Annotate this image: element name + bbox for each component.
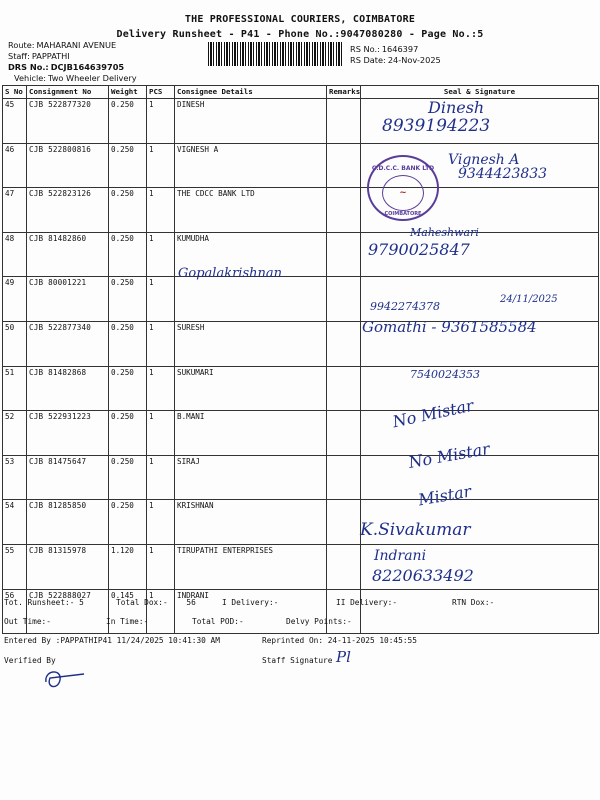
weight-cell: 0.145 — [109, 589, 147, 634]
table-row — [3, 455, 599, 500]
col-remarks: Remarks — [327, 86, 361, 99]
name-r56: Indrani — [374, 548, 427, 564]
table-row — [3, 544, 599, 589]
remarks-cell — [327, 589, 361, 634]
consignment-cell: CJB 81475647 — [27, 455, 109, 500]
reprinted-on: Reprinted On: 24-11-2025 10:45:55 — [262, 636, 417, 645]
delvy-points: Delvy Points:- — [286, 617, 352, 626]
consignment-cell: CJB 80001221 — [27, 277, 109, 322]
consignee-cell: B.MANI — [175, 411, 327, 456]
pcs-cell: 1 — [147, 277, 175, 322]
consignment-cell: CJB 522877320 — [27, 99, 109, 144]
staff-signature-mark: Pl — [336, 648, 351, 666]
consignee-cell: VIGNESH A — [175, 143, 327, 188]
seal-cell — [361, 455, 599, 500]
remarks-cell — [327, 500, 361, 545]
sno-cell: 48 — [3, 232, 27, 277]
consignee-cell: KUMUDHA — [175, 232, 327, 277]
runsheet-subtitle: Delivery Runsheet - P41 - Phone No.:9047080280 - Page No.:5 — [116, 29, 484, 40]
remarks-cell — [327, 366, 361, 411]
phone-r51: 7540024353 — [410, 368, 480, 381]
sno-cell: 49 — [3, 277, 27, 322]
in-time: In Time:- — [106, 617, 149, 626]
consignment-cell: CJB 81482868 — [27, 366, 109, 411]
company-title: THE PROFESSIONAL COURIERS, COIMBATORE — [184, 14, 416, 25]
ii-delivery: II Delivery:- — [336, 598, 398, 607]
sig-r46: Vignesh A — [448, 152, 520, 168]
remarks-cell — [327, 455, 361, 500]
weight-cell: 0.250 — [109, 143, 147, 188]
phone-r50: 9942274378 — [370, 300, 440, 313]
route-field: Route: MAHARANI AVENUE — [8, 40, 117, 50]
verifier-signature-mark — [40, 664, 90, 694]
remark-r54: Mistar — [416, 481, 473, 510]
total-dox: Total Dox:- 56 — [116, 598, 196, 607]
remarks-cell — [327, 232, 361, 277]
consignee-r49: Gopalakrishnan — [178, 266, 282, 281]
weight-cell: 0.250 — [109, 500, 147, 545]
pcs-cell: 1 — [147, 455, 175, 500]
weight-cell: 0.250 — [109, 99, 147, 144]
entered-by: Entered By :PAPPATHIP41 11/24/2025 10:41:30 AM — [4, 636, 220, 645]
rs-no-field: RS No.: 1646397 — [350, 44, 419, 54]
consignment-cell: CJB 522800816 — [27, 143, 109, 188]
table-row — [3, 232, 599, 277]
phone-r45: 8939194223 — [382, 116, 491, 136]
table-row — [3, 589, 599, 634]
pcs-cell: 1 — [147, 143, 175, 188]
date-r50: 24/11/2025 — [500, 294, 558, 305]
sno-cell: 46 — [3, 143, 27, 188]
consignee-cell: DINESH — [175, 99, 327, 144]
staff-field: Staff: PAPPATHI — [8, 51, 70, 61]
consignee-cell: SURESH — [175, 321, 327, 366]
consignment-cell: CJB 81315978 — [27, 544, 109, 589]
consignee-cell — [175, 277, 327, 322]
consignee-cell: SUKUMARI — [175, 366, 327, 411]
phone-r56: 8220633492 — [372, 566, 474, 585]
consignment-cell: CJB 522888027 — [27, 589, 109, 634]
consignee-cell: INDRANI — [175, 589, 327, 634]
rtn-dox: RTN Dox:- — [452, 598, 495, 607]
vehicle-field: Vehicle: Two Wheeler Delivery — [14, 73, 137, 83]
sig-r55: K.Sivakumar — [360, 520, 471, 540]
weight-cell: 0.250 — [109, 188, 147, 233]
consignment-cell: CJB 522931223 — [27, 411, 109, 456]
pcs-cell: 1 — [147, 411, 175, 456]
remarks-cell — [327, 321, 361, 366]
table-row — [3, 366, 599, 411]
remark-r53: No Mistar — [406, 439, 492, 472]
remarks-cell — [327, 143, 361, 188]
weight-cell: 0.250 — [109, 277, 147, 322]
consignment-cell: CJB 522877340 — [27, 321, 109, 366]
remark-r52: No Mistar — [390, 395, 476, 432]
sno-cell: 52 — [3, 411, 27, 456]
weight-cell: 0.250 — [109, 411, 147, 456]
total-pod: Total POD:- — [192, 617, 244, 626]
consignee-cell: TIRUPATHI ENTERPRISES — [175, 544, 327, 589]
remarks-cell — [327, 277, 361, 322]
weight-cell: 0.250 — [109, 232, 147, 277]
table-row — [3, 99, 599, 144]
pcs-cell: 1 — [147, 321, 175, 366]
consignee-cell: THE CDCC BANK LTD — [175, 188, 327, 233]
table-header-row — [3, 86, 599, 99]
pcs-cell: 1 — [147, 232, 175, 277]
remarks-cell — [327, 411, 361, 456]
drs-field: DRS No.: DCJB164639705 — [8, 62, 125, 72]
pcs-cell: 1 — [147, 366, 175, 411]
phone-r48: 9790025847 — [368, 240, 470, 259]
table-row — [3, 188, 599, 233]
sno-cell: 54 — [3, 500, 27, 545]
tot-runsheet: Tot. Runsheet:- 5 — [4, 598, 84, 607]
phone-r46: 9344423833 — [458, 166, 548, 182]
table-row — [3, 500, 599, 545]
seal-cell — [361, 589, 599, 634]
sno-cell: 51 — [3, 366, 27, 411]
out-time: Out Time:- — [4, 617, 51, 626]
sig-r51: Gomathi - 9361585584 — [362, 318, 537, 336]
name-r48: Maheshwari — [410, 226, 479, 239]
pcs-cell: 1 — [147, 544, 175, 589]
consignment-cell: CJB 81285850 — [27, 500, 109, 545]
barcode — [208, 42, 343, 66]
pcs-cell: 1 — [147, 99, 175, 144]
pcs-cell: 1 — [147, 188, 175, 233]
col-pcs: PCS — [147, 86, 175, 99]
sig-r45: Dinesh — [428, 98, 485, 117]
col-consignee: Consignee Details — [175, 86, 327, 99]
table-row — [3, 411, 599, 456]
staff-signature: Staff Signature — [262, 656, 333, 665]
col-sno: S No — [3, 86, 27, 99]
bank-stamp: C.D.C.C. BANK LTD ~ COIMBATORE — [367, 155, 439, 221]
pcs-cell: 1 — [147, 589, 175, 634]
sno-cell: 50 — [3, 321, 27, 366]
sno-cell: 47 — [3, 188, 27, 233]
weight-cell: 1.120 — [109, 544, 147, 589]
weight-cell: 0.250 — [109, 321, 147, 366]
stamp-signature: ~ — [382, 175, 424, 211]
consignment-cell: CJB 522823126 — [27, 188, 109, 233]
col-consignment: Consignment No — [27, 86, 109, 99]
col-seal: Seal & Signature — [361, 86, 599, 99]
weight-cell: 0.250 — [109, 455, 147, 500]
consignment-cell: CJB 81482860 — [27, 232, 109, 277]
i-delivery: I Delivery:- — [222, 598, 279, 607]
sno-cell: 55 — [3, 544, 27, 589]
verified-by: Verified By — [4, 656, 56, 665]
sno-cell: 45 — [3, 99, 27, 144]
col-weight: Weight — [109, 86, 147, 99]
sno-cell: 53 — [3, 455, 27, 500]
remarks-cell — [327, 188, 361, 233]
sno-cell: 56 — [3, 589, 27, 634]
remarks-cell — [327, 99, 361, 144]
pcs-cell: 1 — [147, 500, 175, 545]
weight-cell: 0.250 — [109, 366, 147, 411]
remarks-cell — [327, 544, 361, 589]
rs-date-field: RS Date: 24-Nov-2025 — [350, 55, 441, 65]
consignee-cell: KRISHNAN — [175, 500, 327, 545]
consignee-cell: SIRAJ — [175, 455, 327, 500]
